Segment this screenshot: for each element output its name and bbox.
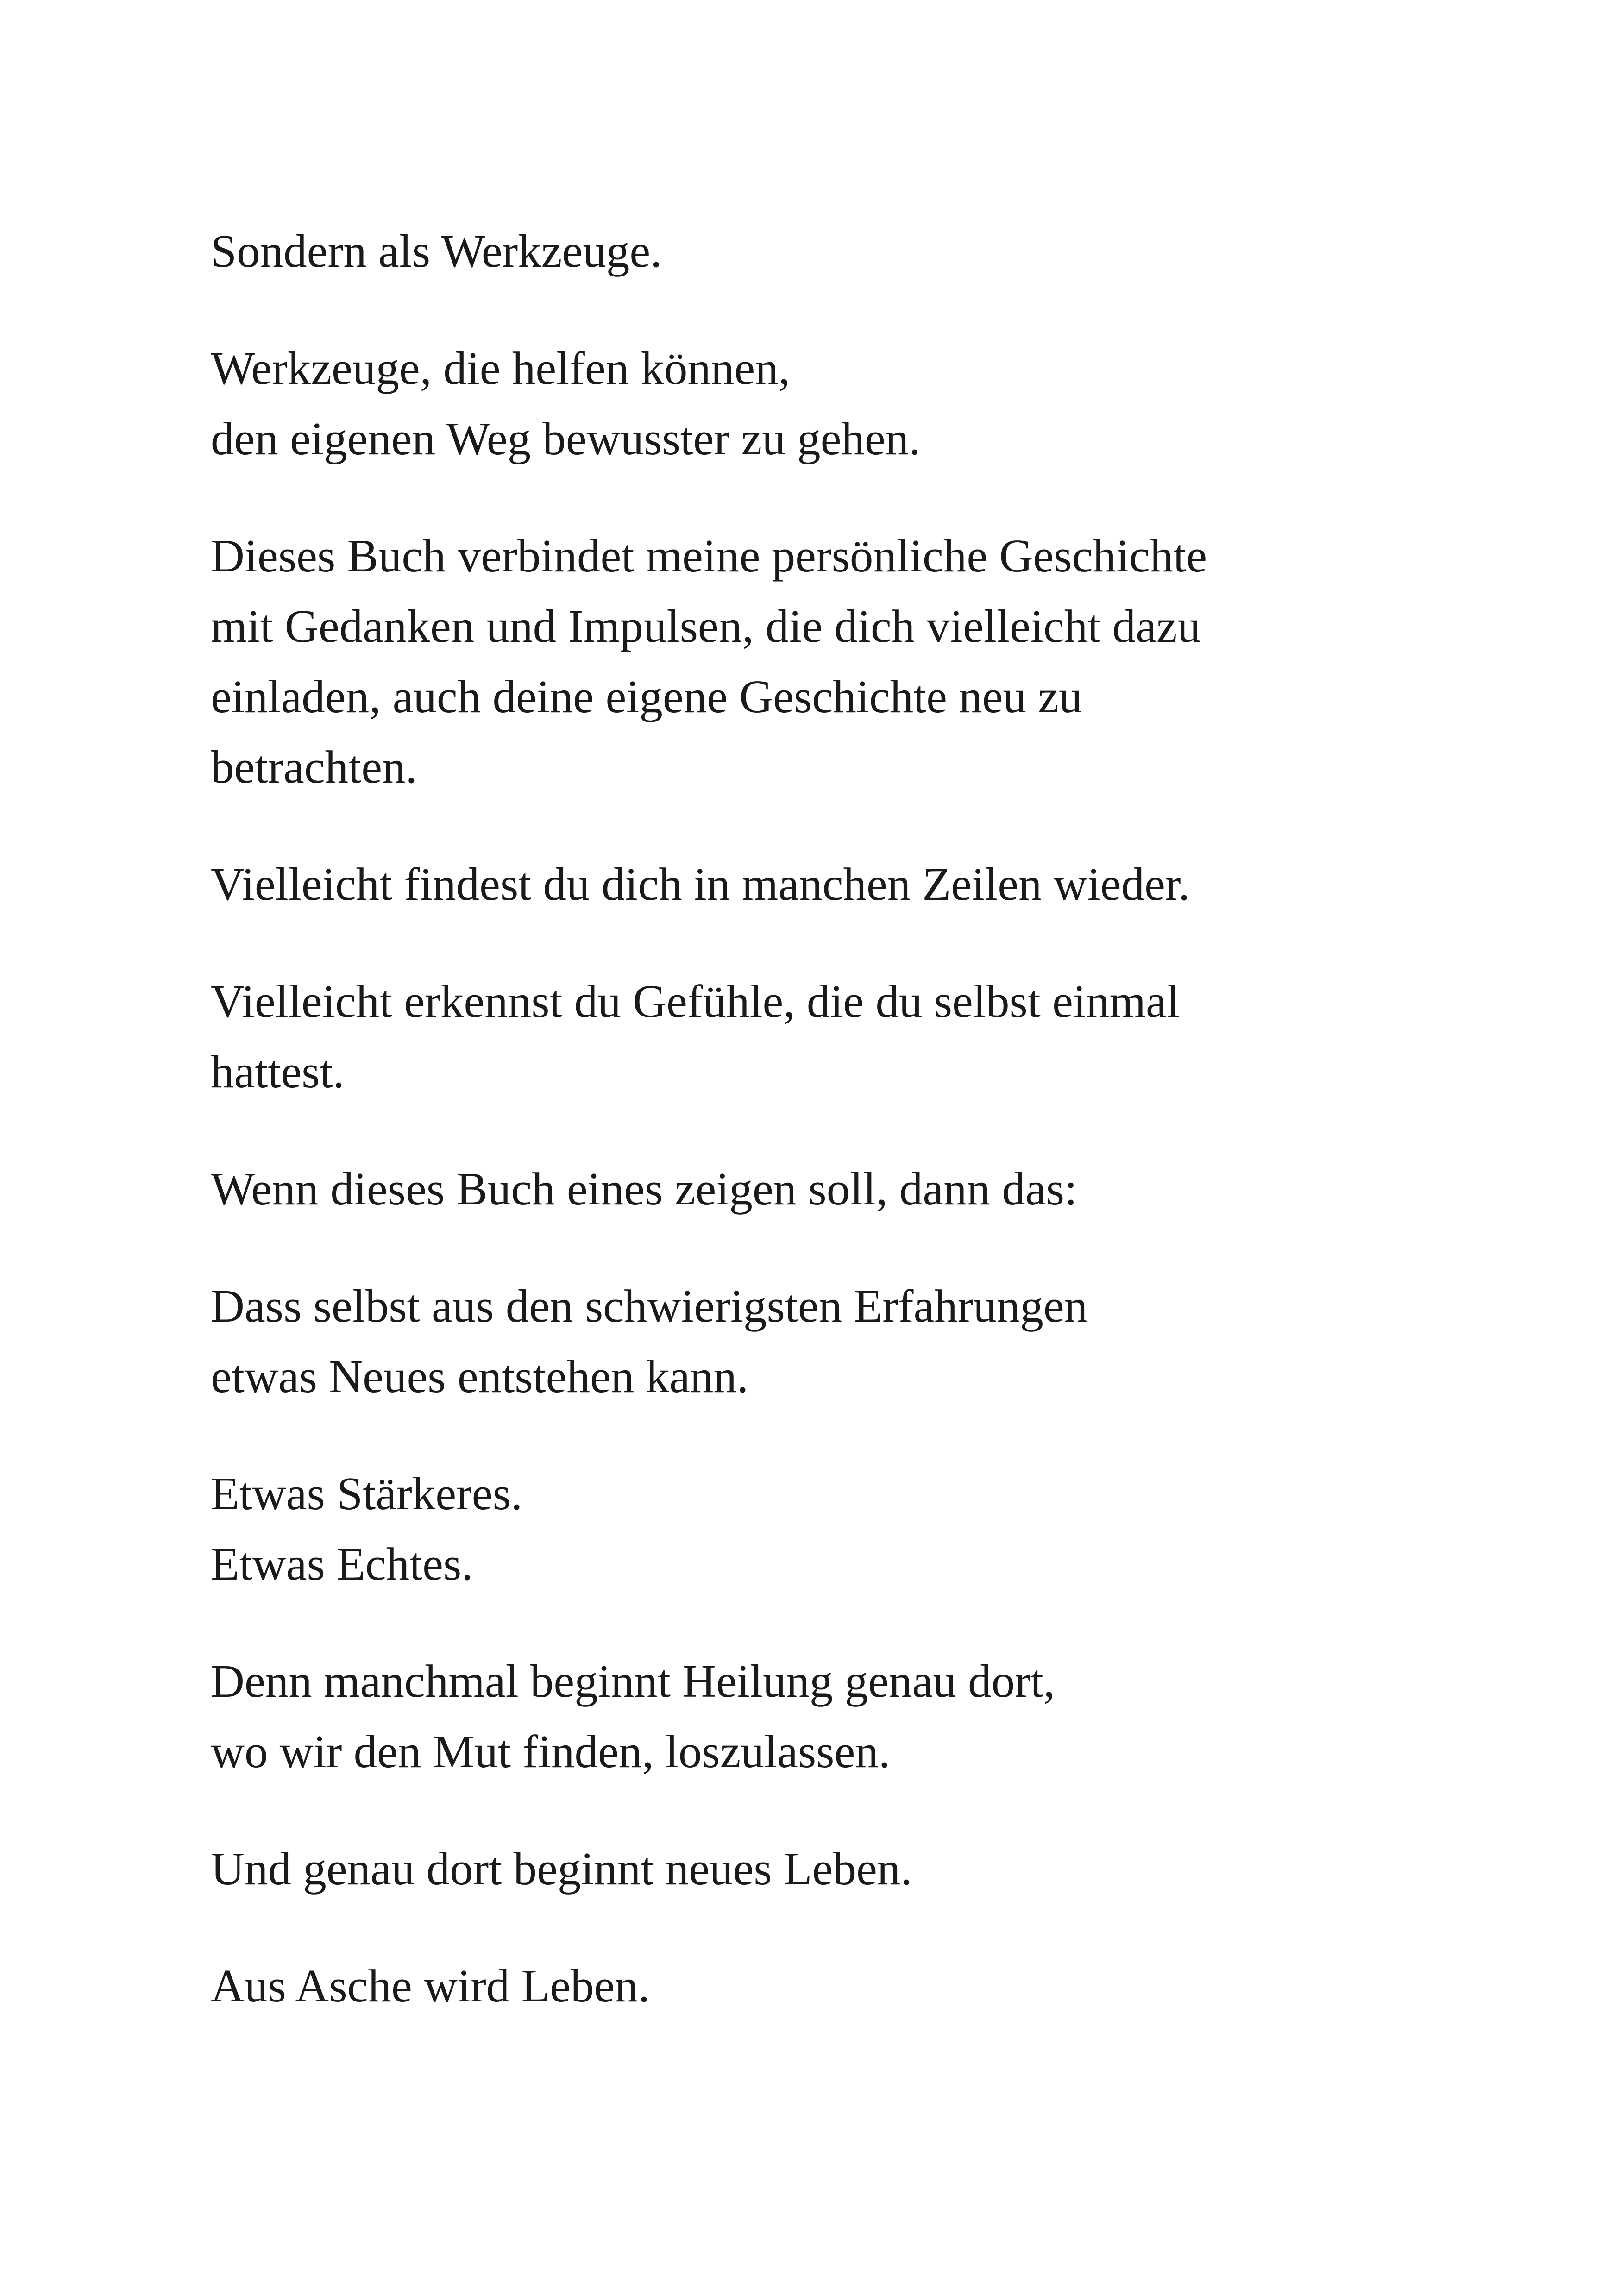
body-text <box>211 216 1424 2068</box>
text-line: wo wir den Mut finden, loszulassen. <box>211 1725 891 1777</box>
paragraph <box>211 333 1424 474</box>
text-line: Etwas Echtes. <box>211 1538 473 1590</box>
text-line: Dieses Buch verbindet meine persönliche Geschichte <box>211 530 1207 582</box>
text-line: Etwas Stärkeres. <box>211 1468 523 1519</box>
text-line: Vielleicht findest du dich in manchen Zeilen wieder. <box>211 858 1190 910</box>
text-line: Aus Asche wird Leben. <box>211 1960 650 2012</box>
paragraph <box>211 849 1424 919</box>
text-line: etwas Neues entstehen kann. <box>211 1350 749 1402</box>
paragraph <box>211 216 1424 286</box>
text-line: Und genau dort beginnt neues Leben. <box>211 1843 912 1895</box>
paragraph <box>211 1833 1424 1904</box>
paragraph <box>211 521 1424 802</box>
text-line: hattest. <box>211 1046 345 1098</box>
paragraph <box>211 1951 1424 2021</box>
paragraph <box>211 966 1424 1107</box>
paragraph <box>211 1458 1424 1599</box>
text-line: Sondern als Werkzeuge. <box>211 225 662 277</box>
paragraph <box>211 1646 1424 1787</box>
text-line: Vielleicht erkennst du Gefühle, die du selbst einmal <box>211 975 1180 1027</box>
paragraph <box>211 1271 1424 1411</box>
text-line: Dass selbst aus den schwierigsten Erfahrungen <box>211 1280 1088 1332</box>
paragraph <box>211 1154 1424 1224</box>
text-line: den eigenen Weg bewusster zu gehen. <box>211 413 921 464</box>
text-line: Denn manchmal beginnt Heilung genau dort, <box>211 1655 1056 1707</box>
text-line: betrachten. <box>211 741 417 793</box>
text-line: Wenn dieses Buch eines zeigen soll, dann das: <box>211 1163 1078 1215</box>
text-line: Werkzeuge, die helfen können, <box>211 342 791 394</box>
text-line: mit Gedanken und Impulsen, die dich vielleicht dazu <box>211 600 1201 652</box>
text-line: einladen, auch deine eigene Geschichte neu zu <box>211 671 1082 722</box>
